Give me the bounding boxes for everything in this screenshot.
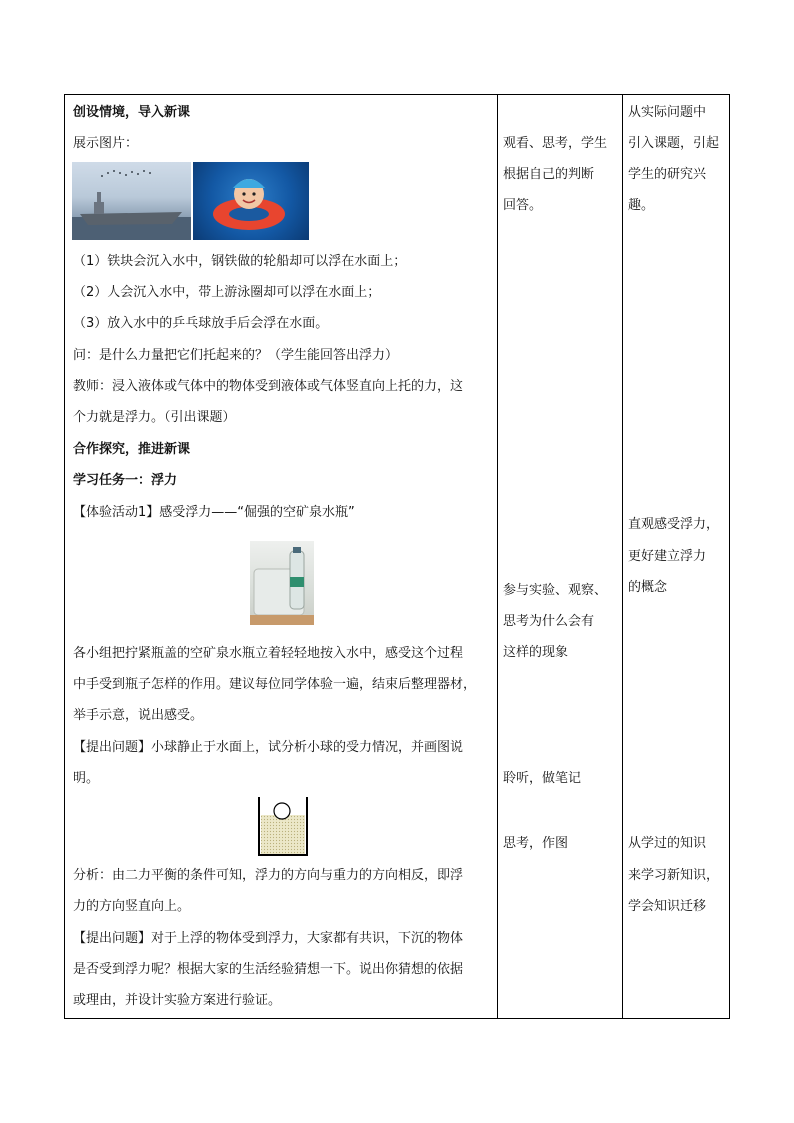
teaching-text-line-4: （3）放入水中的乒乓球放手后会浮在水面。 xyxy=(73,316,329,331)
teaching-text-line-16: 分析：由二力平衡的条件可知，浮力的方向与重力的方向相反，即浮 xyxy=(73,868,464,883)
column-divider-2 xyxy=(622,95,623,1018)
floating-ball-beaker-diagram xyxy=(257,797,309,857)
water-bottle-experiment-photo xyxy=(250,541,314,625)
teaching-text-line-12: 中手受到瓶子怎样的作用。建议每位同学体验一遍，结束后整理器材， xyxy=(73,677,477,692)
teaching-text-line-14: 【提出问题】小球静止于水面上，试分析小球的受力情况，并画图说 xyxy=(73,740,464,755)
teaching-text-line-19: 是否受到浮力呢？根据大家的生活经验猜想一下。说出你猜想的依据 xyxy=(73,962,464,977)
teaching-text-line-20: 或理由，并设计实验方案进行验证。 xyxy=(73,993,282,1008)
design-intent-line-2: 学生的研究兴 xyxy=(628,167,707,182)
design-intent-line-8: 来学习新知识， xyxy=(628,868,720,883)
teaching-text-line-7: 个力就是浮力。（引出课题） xyxy=(73,410,236,425)
teaching-text-line-6: 教师：浸入液体或气体中的物体受到液体或气体竖直向上托的力，这 xyxy=(73,379,464,394)
teaching-text-line-10: 【体验活动1】感受浮力——“倔强的空矿泉水瓶” xyxy=(73,505,355,520)
student-activity-line-6: 聆听，做笔记 xyxy=(503,771,582,786)
teaching-text-line-18: 【提出问题】对于上浮的物体受到浮力，大家都有共识，下沉的物体 xyxy=(73,931,464,946)
design-intent-line-9: 学会知识迁移 xyxy=(628,899,707,914)
design-intent-line-7: 从学过的知识 xyxy=(628,836,707,851)
design-intent-line-5: 更好建立浮力 xyxy=(628,549,707,564)
teaching-text-line-17: 力的方向竖直向上。 xyxy=(73,899,191,914)
design-intent-line-4: 直观感受浮力， xyxy=(628,517,720,532)
teaching-text-line-1: 展示图片： xyxy=(73,136,139,151)
design-intent-line-3: 趣。 xyxy=(628,198,655,213)
aircraft-carrier-photo xyxy=(72,162,191,240)
lesson-plan-table xyxy=(64,94,730,1019)
teaching-text-line-15: 明。 xyxy=(73,771,100,786)
design-intent-line-6: 的概念 xyxy=(628,580,668,595)
child-with-swim-ring-photo xyxy=(193,162,309,240)
teaching-text-line-2: （1）铁块会沉入水中，钢铁做的轮船却可以浮在水面上； xyxy=(73,254,407,269)
student-activity-line-0: 观看、思考，学生 xyxy=(503,136,608,151)
student-activity-line-7: 思考，作图 xyxy=(503,836,569,851)
student-activity-line-2: 回答。 xyxy=(503,198,543,213)
column-divider-1 xyxy=(497,95,498,1018)
teaching-text-line-8: 合作探究，推进新课 xyxy=(73,442,191,457)
teaching-text-line-0: 创设情境，导入新课 xyxy=(73,105,191,120)
teaching-text-line-3: （2）人会沉入水中，带上游泳圈却可以浮在水面上； xyxy=(73,285,381,300)
teaching-text-line-5: 问：是什么力量把它们托起来的？（学生能回答出浮力） xyxy=(73,348,399,363)
design-intent-line-1: 引入课题，引起 xyxy=(628,136,720,151)
student-activity-line-4: 思考为什么会有 xyxy=(503,614,595,629)
student-activity-line-5: 这样的现象 xyxy=(503,645,569,660)
design-intent-line-0: 从实际问题中 xyxy=(628,105,707,120)
student-activity-line-3: 参与实验、观察、 xyxy=(503,583,608,598)
teaching-text-line-9: 学习任务一：浮力 xyxy=(73,473,178,488)
student-activity-line-1: 根据自己的判断 xyxy=(503,167,595,182)
teaching-text-line-13: 举手示意，说出感受。 xyxy=(73,708,204,723)
teaching-text-line-11: 各小组把拧紧瓶盖的空矿泉水瓶立着轻轻地按入水中，感受这个过程 xyxy=(73,646,464,661)
